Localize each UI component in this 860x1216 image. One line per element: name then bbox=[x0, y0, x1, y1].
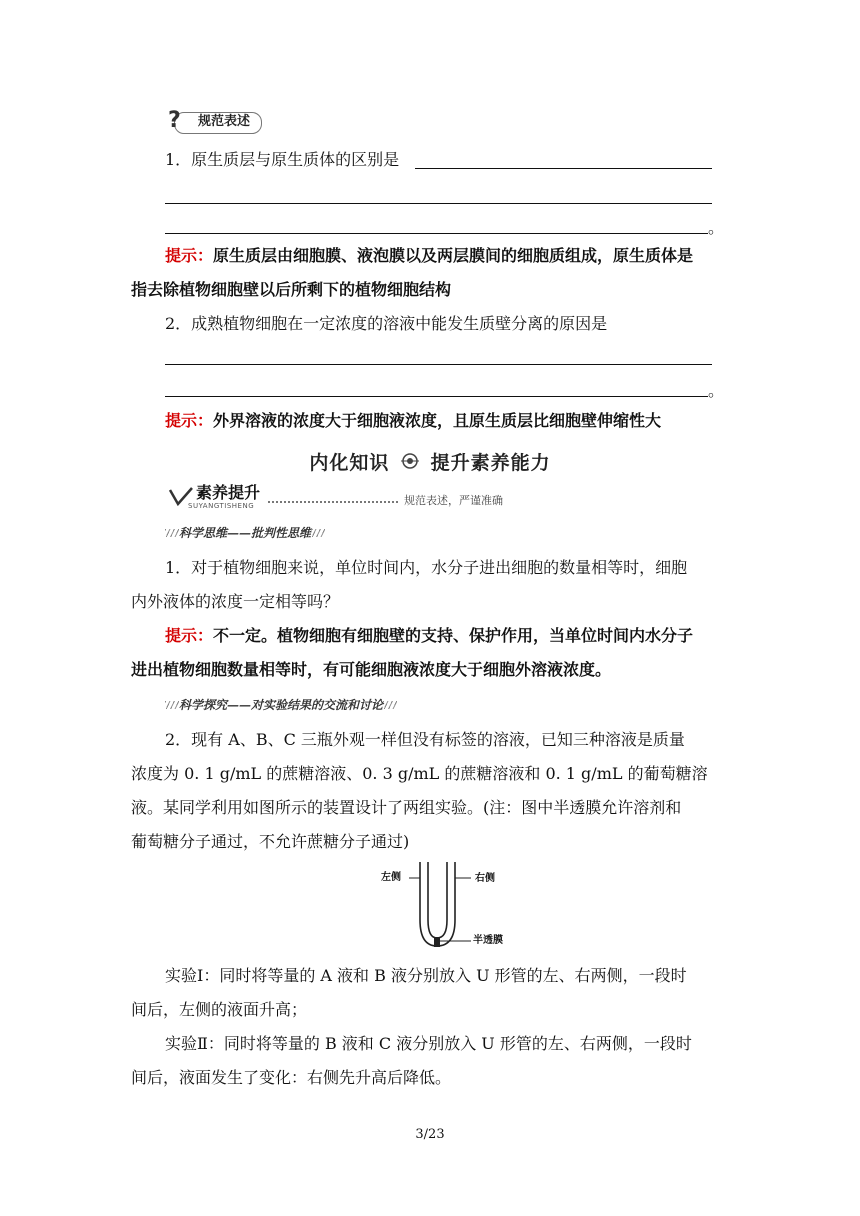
question-s1-continued: 内外液体的浓度一定相等吗？ bbox=[131, 592, 340, 611]
category-1 bbox=[165, 524, 325, 541]
suyang-header bbox=[168, 482, 528, 516]
category-2 bbox=[165, 696, 397, 713]
hint-label: 提示： bbox=[165, 411, 214, 430]
section-title bbox=[0, 448, 860, 475]
dotted-rule bbox=[268, 501, 398, 503]
category-1-text: 科学思维——批判性思维 bbox=[179, 526, 312, 540]
membrane-label: 半透膜 bbox=[473, 935, 503, 946]
hint-s1 bbox=[165, 620, 693, 652]
badge-label: 规范表述 bbox=[198, 114, 251, 129]
hint-1 bbox=[165, 240, 693, 272]
u-tube-figure bbox=[375, 860, 515, 952]
right-side-label: 右侧 bbox=[475, 873, 495, 884]
suyang-note: 规范表述，严谨准确 bbox=[404, 494, 503, 507]
suyang-pinyin: SUYANGTISHENG bbox=[188, 502, 255, 510]
left-side-label: 左侧 bbox=[381, 872, 401, 883]
hatch-mark bbox=[311, 529, 325, 537]
section-title-right: 提升素养能力 bbox=[430, 452, 551, 474]
category-2-text: 科学探究——对实验结果的交流和讨论 bbox=[179, 698, 384, 712]
experiment-2: 实验Ⅱ：同时将等量的 B 液和 C 液分别放入 U 形管的左、右两侧，一段时 bbox=[165, 1034, 692, 1053]
target-icon bbox=[401, 452, 419, 475]
hint-2 bbox=[165, 405, 661, 437]
end-mark: 。 bbox=[708, 218, 725, 237]
answer-blank bbox=[165, 233, 708, 234]
experiment-2-continued: 间后，液面发生了变化：右侧先升高后降低。 bbox=[131, 1068, 452, 1087]
hatch-mark bbox=[383, 701, 397, 709]
experiment-1-continued: 间后，左侧的液面升高； bbox=[131, 1000, 308, 1019]
question-s1: 1．对于植物细胞来说，单位时间内，水分子进出细胞的数量相等时，细胞 bbox=[165, 558, 688, 577]
hint-label: 提示： bbox=[165, 246, 214, 265]
suyang-title: 素养提升 bbox=[196, 483, 261, 502]
hint-text: 外界溶液的浓度大于细胞液浓度，且原生质层比细胞壁伸缩性大 bbox=[213, 411, 662, 430]
page-number: 3/23 bbox=[415, 1127, 445, 1142]
answer-blank bbox=[415, 168, 712, 169]
question-2: 2．成熟植物细胞在一定浓度的溶液中能发生质壁分离的原因是 bbox=[165, 314, 608, 333]
question-1: 1．原生质层与原生质体的区别是 bbox=[165, 150, 400, 169]
hint-text: 不一定。植物细胞有细胞壁的支持、保护作用，当单位时间内水分子 bbox=[213, 626, 694, 645]
answer-blank bbox=[165, 203, 712, 204]
answer-blank bbox=[165, 396, 708, 397]
question-s2: 2．现有 A、B、C 三瓶外观一样但没有标签的溶液，已知三种溶液是质量 bbox=[165, 730, 685, 749]
question-s2-line3: 液。某同学利用如图所示的装置设计了两组实验。(注：图中半透膜允许溶剂和 bbox=[131, 798, 682, 817]
hint-text-continued: 指去除植物细胞壁以后所剩下的植物细胞结构 bbox=[131, 280, 452, 299]
question-s2-line2: 浓度为 0. 1 g/mL 的蔗糖溶液、0. 3 g/mL 的蔗糖溶液和 0. 1 g/mL 的葡萄糖溶 bbox=[131, 764, 708, 783]
hint-s1-continued: 进出植物细胞数量相等时，有可能细胞液浓度大于细胞外溶液浓度。 bbox=[131, 660, 612, 679]
hatch-mark bbox=[165, 529, 179, 537]
section-title-left: 内化知识 bbox=[309, 452, 390, 474]
hint-label: 提示： bbox=[165, 626, 214, 645]
experiment-1: 实验Ⅰ：同时将等量的 A 液和 B 液分别放入 U 形管的左、右两侧，一段时 bbox=[165, 966, 687, 985]
question-mark-icon: ? bbox=[168, 108, 181, 133]
answer-blank bbox=[165, 364, 712, 365]
hint-text: 原生质层由细胞膜、液泡膜以及两层膜间的细胞质组成，原生质体是 bbox=[213, 246, 694, 265]
hatch-mark bbox=[165, 701, 179, 709]
question-s2-line4: 葡萄糖分子通过，不允许蔗糖分子通过) bbox=[131, 832, 410, 851]
end-mark: 。 bbox=[708, 381, 725, 400]
